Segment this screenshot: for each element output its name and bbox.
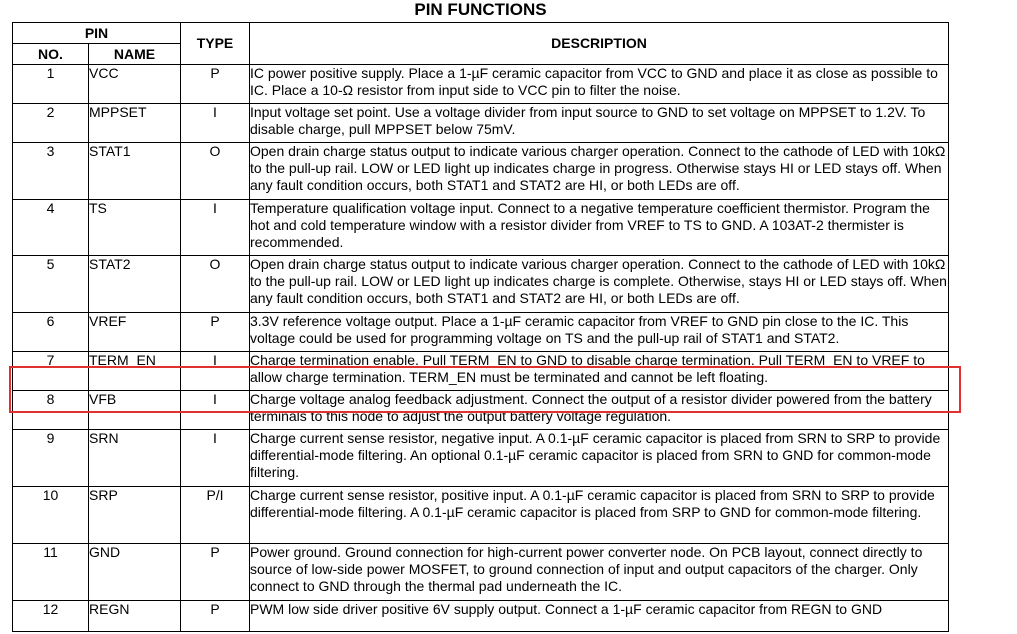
pin-name: TS	[89, 200, 181, 256]
table-row	[13, 544, 949, 601]
pin-number: 3	[13, 143, 89, 200]
pin-type: P	[181, 601, 250, 632]
pin-description: Open drain charge status output to indicate various charger operation. Connect to the cathode of LED with 10kΩ to the pull-up rail. LOW or LED light up indicates charge in progress. Otherwise stays HI or LED stays off. When any fault condition occurs, both STAT1 and STAT2 are HI, or both LEDs are off.	[250, 143, 949, 200]
no-header: NO.	[13, 44, 89, 65]
table-row	[13, 313, 949, 352]
pin-type: P/I	[181, 487, 250, 544]
pin-name: SRN	[89, 430, 181, 487]
pin-description: Charge current sense resistor, positive input. A 0.1-µF ceramic capacitor is placed from SRN to SRP to provide differential-mode filtering. A 0.1-µF ceramic capacitor is placed from SRP to GND for common-mode filtering.	[250, 487, 949, 544]
table-row-highlighted	[13, 352, 949, 391]
pin-number: 8	[13, 391, 89, 430]
pin-name: MPPSET	[89, 104, 181, 143]
pin-type: I	[181, 391, 250, 430]
pin-type: I	[181, 352, 250, 391]
pin-name: VCC	[89, 65, 181, 104]
pin-name: VFB	[89, 391, 181, 430]
pin-number: 1	[13, 65, 89, 104]
pin-number: 2	[13, 104, 89, 143]
pin-description: Charge termination enable. Pull TERM_EN to GND to disable charge termination. Pull TERM_EN to VREF to allow charge termination. TERM_EN must be terminated and cannot be left floating.	[250, 352, 949, 391]
pin-number: 9	[13, 430, 89, 487]
pin-description: 3.3V reference voltage output. Place a 1-µF ceramic capacitor from VREF to GND pin close to the IC. This voltage could be used for programming voltage on TS and the pull-up rail of STAT1 and STAT2.	[250, 313, 949, 352]
pin-type: I	[181, 104, 250, 143]
pin-header: PIN	[13, 23, 181, 44]
pin-description: Charge voltage analog feedback adjustment. Connect the output of a resistor divider powered from the battery terminals to this node to adjust the output battery voltage regulation.	[250, 391, 949, 430]
pin-name: SRP	[89, 487, 181, 544]
table-row	[13, 430, 949, 487]
pin-number: 4	[13, 200, 89, 256]
pin-name: VREF	[89, 313, 181, 352]
pin-number: 10	[13, 487, 89, 544]
pin-type: O	[181, 143, 250, 200]
pin-description: Temperature qualification voltage input. Connect to a negative temperature coefficient thermistor. Program the hot and cold temperature window with a resistor divider from VREF to TS to GND. A 103AT-2 thermister is recommended.	[250, 200, 949, 256]
pin-description: PWM low side driver positive 6V supply output. Connect a 1-µF ceramic capacitor from REGN to GND	[250, 601, 949, 632]
pin-description: Input voltage set point. Use a voltage divider from input source to GND to set voltage on MPPSET to 1.2V. To disable charge, pull MPPSET below 75mV.	[250, 104, 949, 143]
table-row	[13, 143, 949, 200]
pin-functions-table	[12, 22, 949, 632]
table-row	[13, 65, 949, 104]
table-row	[13, 601, 949, 632]
pin-type: P	[181, 313, 250, 352]
pin-type: P	[181, 65, 250, 104]
table-row	[13, 256, 949, 313]
pin-number: 11	[13, 544, 89, 601]
pin-name: STAT1	[89, 143, 181, 200]
pin-type: I	[181, 430, 250, 487]
page-title: PIN FUNCTIONS	[414, 0, 547, 19]
table-row	[13, 104, 949, 143]
pin-name: TERM_EN	[89, 352, 181, 391]
pin-description: IC power positive supply. Place a 1-µF ceramic capacitor from VCC to GND and place it as close as possible to IC. Place a 10-Ω resistor from input side to VCC pin to filter the noise.	[250, 65, 949, 104]
table-row	[13, 391, 949, 430]
pin-name: GND	[89, 544, 181, 601]
pin-type: I	[181, 200, 250, 256]
name-header: NAME	[89, 44, 181, 65]
type-header: TYPE	[181, 23, 250, 65]
pin-name: STAT2	[89, 256, 181, 313]
pin-number: 6	[13, 313, 89, 352]
pin-type: P	[181, 544, 250, 601]
table-row	[13, 487, 949, 544]
description-header: DESCRIPTION	[250, 23, 949, 65]
pin-description: Open drain charge status output to indicate various charger operation. Connect to the cathode of LED with 10kΩ to the pull-up rail. LOW or LED light up indicates charge is complete. Otherwise, stays HI or LED stays off. When any fault condition occurs, both STAT1 and STAT2 are HI, or both LEDs are off.	[250, 256, 949, 313]
pin-number: 5	[13, 256, 89, 313]
pin-number: 7	[13, 352, 89, 391]
pin-name: REGN	[89, 601, 181, 632]
pin-type: O	[181, 256, 250, 313]
table-row	[13, 200, 949, 256]
pin-description: Power ground. Ground connection for high-current power converter node. On PCB layout, connect directly to source of low-side power MOSFET, to ground connection of input and output capacitors of the charger. Only connect to GND through the thermal pad underneath the IC.	[250, 544, 949, 601]
pin-description: Charge current sense resistor, negative input. A 0.1-µF ceramic capacitor is placed from SRN to SRP to provide differential-mode filtering. An optional 0.1-µF ceramic capacitor is placed from SRN to GND for common-mode filtering.	[250, 430, 949, 487]
pin-number: 12	[13, 601, 89, 632]
